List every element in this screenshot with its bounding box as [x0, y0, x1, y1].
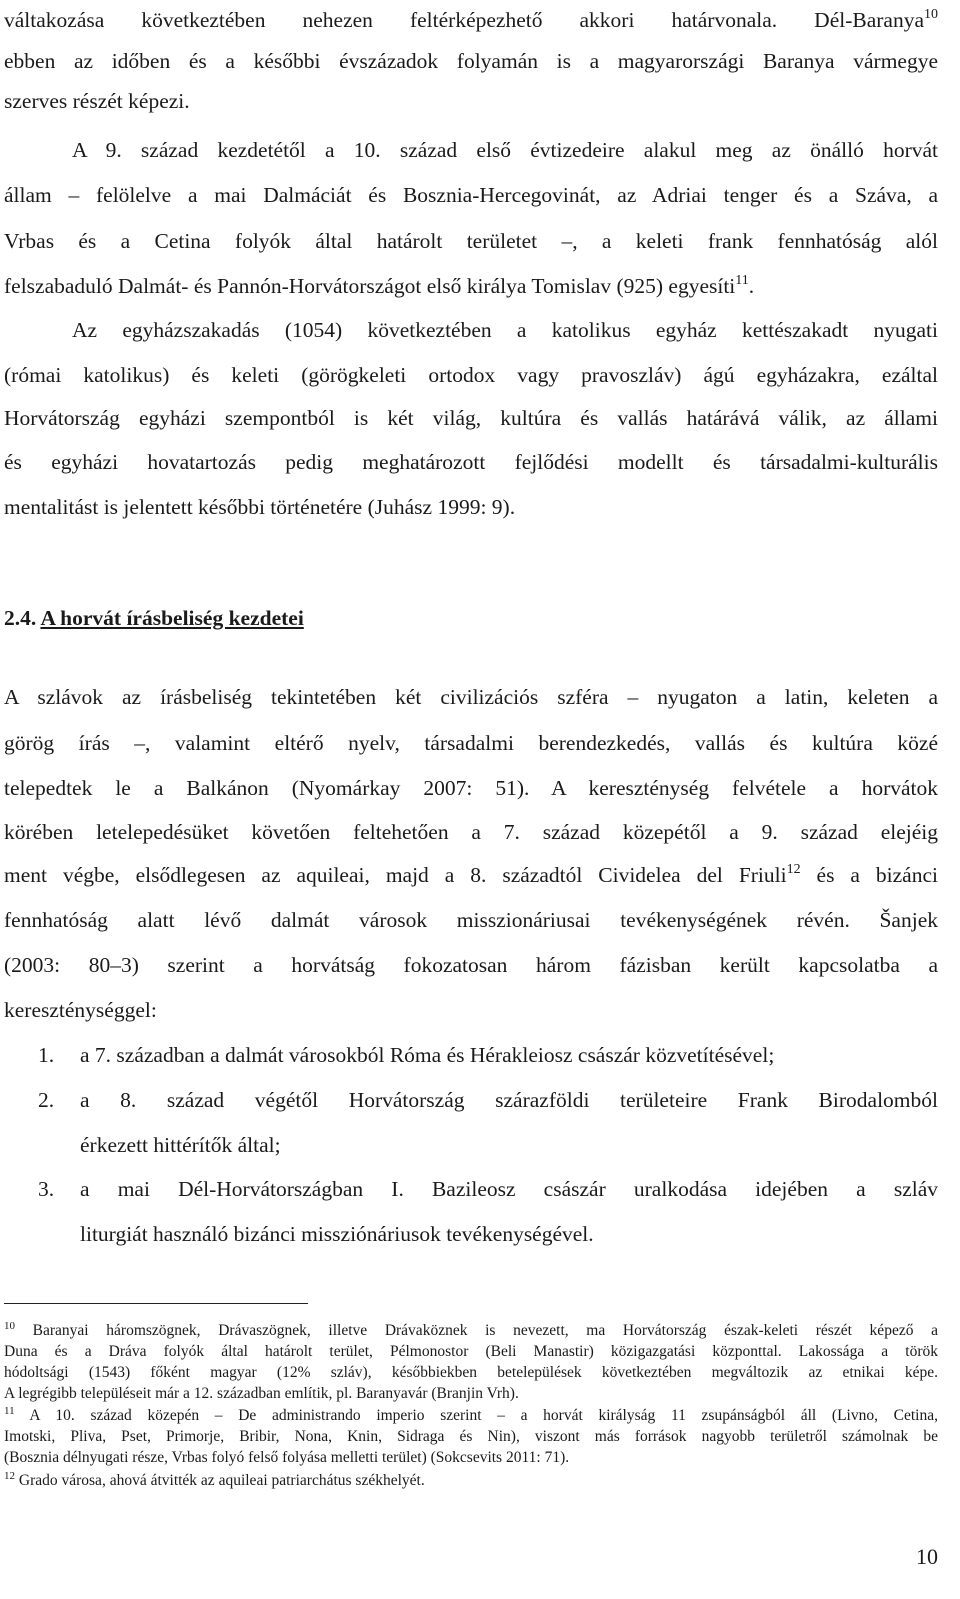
list-item-line: a 7. században a dalmát városokból Róma és Hérakleiosz császár közvetítésével;	[80, 1043, 775, 1067]
paragraph-line: ment végbe, elsődlegesen az aquileai, majd a 8. századtól Cividelea del Friuli$^{12}$ és a bizánci	[4, 862, 938, 887]
footnote-ref-12[interactable]: 12	[786, 862, 801, 877]
paragraph-line: Az egyházszakadás (1054) következtében a katolikus egyház kettészakadt nyugati	[72, 318, 938, 342]
paragraph-line: mentalitást is jelentett későbbi történetére (Juhász 1999: 9).	[4, 495, 516, 519]
list-number: 3.	[38, 1177, 55, 1201]
footnote-line: A legrégibb településeit már a 12. században említik, pl. Baranyavár (Branjin Vrh).	[4, 1385, 519, 1402]
paragraph-line: A szlávok az írásbeliség tekintetében két civilizációs szféra – nyugaton a latin, keleten a	[4, 685, 938, 709]
section-heading	[4, 604, 304, 632]
paragraph-line: kereszténységgel:	[4, 998, 157, 1022]
footnote-separator	[4, 1303, 308, 1304]
list-item-line: a 8. század végétől Horvátország szárazföldi területeire Frank Birodalomból	[80, 1088, 938, 1112]
footnote-12: $^{12}$ Grado városa, ahová átvitték az aquileai patriarchátus székhelyét.	[4, 1470, 425, 1489]
paragraph-line: görög írás –, valamint eltérő nyelv, társadalmi berendezkedés, vallás és kultúra közé	[4, 731, 938, 755]
paragraph-line: szerves részét képezi.	[4, 89, 190, 113]
footnote-ref-10[interactable]: 10	[924, 7, 938, 22]
section-title: A horvát írásbeliség kezdetei	[40, 606, 304, 630]
paragraph-line: telepedtek le a Balkánon (Nyomárkay 2007: 51). A kereszténység felvétele a horvátok	[4, 776, 938, 800]
footnote-ref-11[interactable]: 11	[735, 273, 749, 288]
paragraph-line: Vrbas és a Cetina folyók által határolt területet –, a keleti frank fennhatóság alól	[4, 229, 938, 253]
paragraph-line: felszabaduló Dalmát- és Pannón-Horvátországot első királya Tomislav (925) egyesíti$^{11}$.	[4, 273, 755, 298]
footnote-11: $^{11}$ A 10. század közepén – De administrando imperio szerint – a horvát királyság 11 zsupánságból áll (Livno, Cetina,	[4, 1405, 938, 1424]
paragraph-line: és egyházi hovatartozás pedig meghatározott fejlődési modellt és társadalmi-kulturális	[4, 450, 938, 474]
list-number: 2.	[38, 1088, 55, 1112]
list-item-line: liturgiát használó bizánci missziónáriusok tevékenységével.	[80, 1222, 594, 1246]
paragraph-line: fennhatóság alatt lévő dalmát városok misszionáriusai tevékenységének révén. Šanjek	[4, 908, 938, 932]
list-item-line: érkezett hittérítők által;	[80, 1133, 281, 1157]
footnote-line: hódoltsági (1543) főként magyar (12% szláv), későbbiekben betelepülések következtében megváltozik az etnikai képe.	[4, 1364, 938, 1381]
paragraph-line: váltakozása következtében nehezen feltérképezhető akkori határvonala. Dél-Baranya$^{10}$	[4, 7, 938, 32]
list-item-line: a mai Dél-Horvátországban I. Bazileosz császár uralkodása idejében a szláv	[80, 1177, 938, 1201]
paragraph-line: körében letelepedésüket követően feltehetően a 7. század közepétől a 9. század elejéig	[4, 820, 938, 844]
footnote-line: (Bosznia délnyugati része, Vrbas folyó felső folyása melletti terület) (Sokcsevits 2011: 71).	[4, 1449, 570, 1466]
paragraph-line: ebben az időben és a későbbi évszázadok folyamán is a magyarországi Baranya vármegye	[4, 49, 938, 73]
footnote-line: Duna és a Dráva folyók által határolt terület, Pélmonostor (Beli Manastir) közigazgatási központtal. Lakossága a török	[4, 1343, 938, 1360]
paragraph-line: A 9. század kezdetétől a 10. század első évtizedeire alakul meg az önálló horvát	[72, 138, 938, 162]
footnote-line: Imotski, Pliva, Pset, Primorje, Bribir, Nona, Knin, Sidraga és Nin), viszont más források nagyobb területről számolnak be	[4, 1428, 938, 1445]
paragraph-line: (római katolikus) és keleti (görögkeleti ortodox vagy pravoszláv) ágú egyházakra, ezáltal	[4, 363, 938, 387]
section-number: 2.4.	[4, 606, 37, 630]
paragraph-line: állam – felölelve a mai Dalmáciát és Bosznia-Hercegovinát, az Adriai tenger és a Száva, a	[4, 183, 938, 207]
footnote-10: $^{10}$ Baranyai háromszögnek, Drávaszögnek, illetve Drávaköznek is nevezett, ma Horvátország észak-keleti részét képező a	[4, 1320, 938, 1339]
paragraph-line: (2003: 80–3) szerint a horvátság fokozatosan három fázisban került kapcsolatba a	[4, 953, 938, 977]
paragraph-line: Horvátország egyházi szempontból is két világ, kultúra és vallás határává válik, az állami	[4, 406, 938, 430]
list-number: 1.	[38, 1043, 55, 1067]
page-number: 10	[916, 1544, 938, 1569]
